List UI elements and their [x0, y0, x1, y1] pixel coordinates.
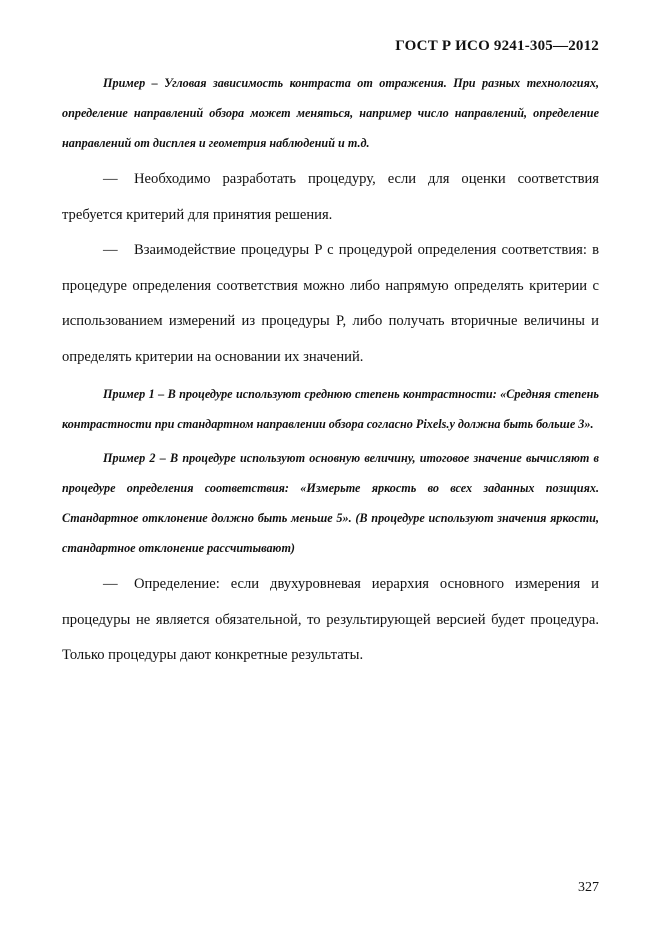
list-item-text: Взаимодействие процедуры P с процедурой определения соответствия: в процедуре определения соответствия можно либо напрямую определять критерии с использованием измерений из процедуры P, либо получать вторичные величины и определять критерии на основании их значений. — [62, 242, 599, 365]
dash-mark: — — [103, 171, 118, 187]
list-item-text: Необходимо разработать процедуру, если для оценки соответствия требуется критерий для принятия решения. — [62, 171, 599, 223]
example-1-mean-contrast: Пример 1 – В процедуре используют среднюю степень контрастности: «Средняя степень контрастности при стандартном направлении обзора согласно Pixels.y должна быть больше 3». — [62, 387, 599, 431]
document-code-header: ГОСТ Р ИСО 9241-305—2012 — [395, 38, 599, 54]
dash-mark: — — [103, 242, 118, 258]
list-item-procedure-interaction — [62, 233, 599, 375]
list-item-text: Определение: если двухуровневая иерархия основного измерения и процедуры не является обязательной, то результирующей версией будет процедура. Только процедуры дают конкретные результаты. — [62, 576, 599, 663]
document-body — [62, 68, 599, 674]
example-angular-dependence: Пример – Угловая зависимость контраста от отражения. При разных технологиях, определение направлений обзора может меняться, например число направлений, определение направлений от дисплея и геометрия наблюдений и т.д. — [62, 76, 599, 150]
example-2-luminance: Пример 2 – В процедуре используют основную величину, итоговое значение вычисляют в процедуре определения соответствия: «Измерьте яркость во всех заданных позициях. Стандартное отклонение должно быть меньше 5». (В процедуре используют значения яркости, стандартное отклонение рассчитывают) — [62, 451, 599, 555]
list-item-procedure-criterion — [62, 162, 599, 233]
page-number: 327 — [578, 880, 599, 895]
dash-mark: — — [103, 576, 118, 592]
list-item-definition — [62, 567, 599, 674]
